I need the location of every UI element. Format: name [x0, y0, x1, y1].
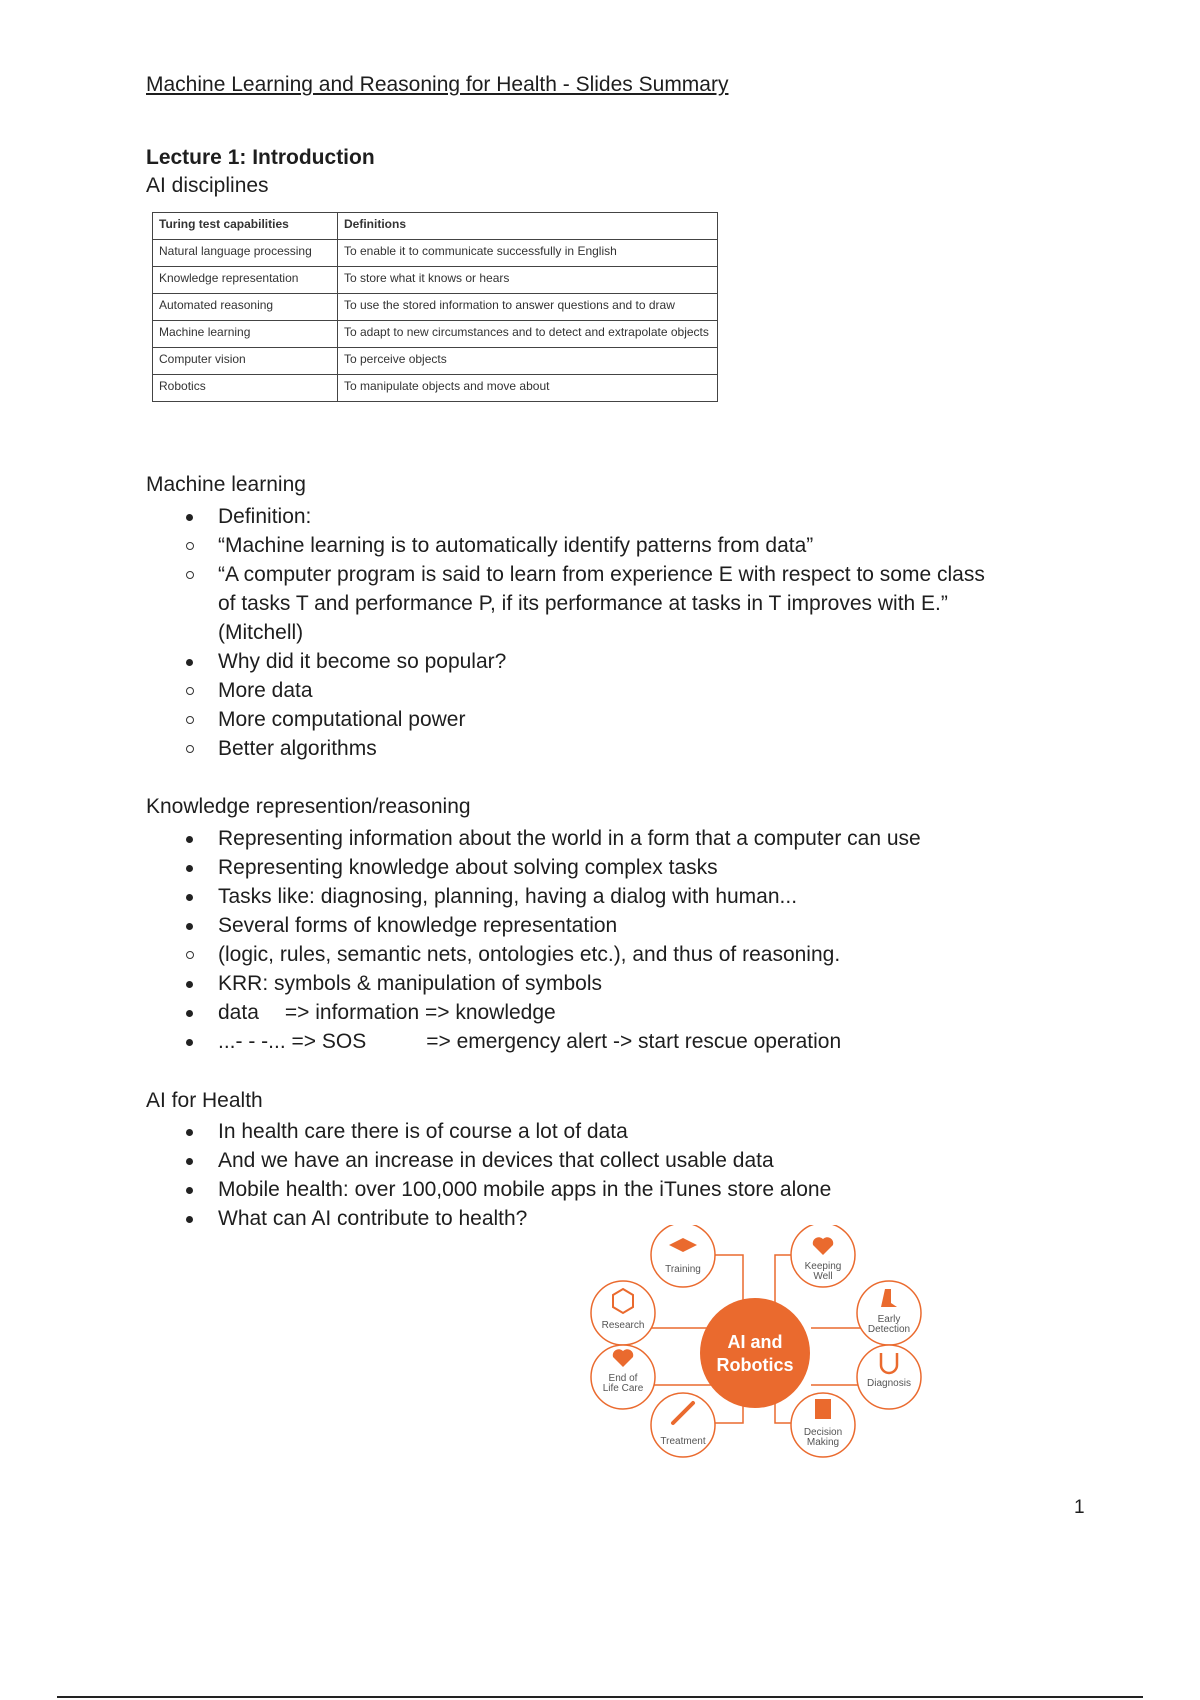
node-label: Life Care	[602, 1383, 644, 1394]
table-cell: Natural language processing	[153, 240, 338, 267]
list-item: Tasks like: diagnosing, planning, having a dialog with human...	[146, 882, 1008, 911]
ai-robotics-diagram	[585, 1225, 935, 1465]
health-heading: AI for Health	[146, 1089, 263, 1112]
ml-definition-label: Definition:	[218, 505, 312, 528]
center-label-line2: Robotics	[716, 1355, 794, 1375]
table-cell: To adapt to new circumstances and to detect and extrapolate objects	[338, 321, 718, 348]
ml-reasons	[146, 676, 1008, 763]
node-early-detection	[857, 1281, 921, 1345]
node-label: Decision	[803, 1427, 843, 1438]
node-label: Well	[813, 1271, 833, 1282]
list-item	[146, 998, 1008, 1027]
table-header: Definitions	[338, 213, 718, 240]
clipboard-icon	[815, 1399, 831, 1419]
list-item: Better algorithms	[146, 734, 1008, 763]
page-number: 1	[1074, 1497, 1085, 1518]
node-treatment	[651, 1393, 715, 1457]
table-cell: Machine learning	[153, 321, 338, 348]
table-row	[153, 375, 718, 402]
table-cell: To use the stored information to answer questions and to draw	[338, 294, 718, 321]
list-item	[146, 1027, 1008, 1056]
ml-popular-label: Why did it become so popular?	[218, 650, 507, 673]
list-item: More computational power	[146, 705, 1008, 734]
krr-sos-chain: => emergency alert -> start rescue operation	[426, 1030, 842, 1053]
list-item: “Machine learning is to automatically identify patterns from data”	[146, 531, 1008, 560]
table-cell: Automated reasoning	[153, 294, 338, 321]
krr-forms-text: Several forms of knowledge representation	[218, 914, 618, 937]
node-diagnosis	[857, 1345, 921, 1409]
table-cell: To perceive objects	[338, 348, 718, 375]
page-bottom-divider	[57, 1696, 1143, 1698]
table-cell: To enable it to communicate successfully in English	[338, 240, 718, 267]
center-circle	[700, 1298, 810, 1408]
table-cell: Robotics	[153, 375, 338, 402]
list-item: Mobile health: over 100,000 mobile apps in the iTunes store alone	[146, 1175, 831, 1204]
list-item	[146, 911, 1008, 969]
node-decision-making	[791, 1393, 855, 1457]
node-label: Making	[806, 1437, 840, 1448]
table-row	[153, 348, 718, 375]
health-list	[146, 1117, 831, 1233]
table-row	[153, 267, 718, 294]
node-label: Diagnosis	[867, 1378, 911, 1389]
node-label: Early	[877, 1314, 901, 1325]
krr-heading: Knowledge represention/reasoning	[146, 795, 471, 818]
node-keeping-well	[791, 1225, 855, 1287]
table-cell: To manipulate objects and move about	[338, 375, 718, 402]
ai-disciplines-heading: AI disciplines	[146, 174, 269, 197]
node-research	[591, 1281, 655, 1345]
list-item: Representing information about the world in a form that a computer can use	[146, 824, 1008, 853]
node-training	[651, 1225, 715, 1287]
table-cell: Computer vision	[153, 348, 338, 375]
table-cell: Knowledge representation	[153, 267, 338, 294]
krr-sos-text: ...- - -... => SOS	[218, 1030, 367, 1053]
ml-definitions	[146, 531, 1008, 647]
table-row	[153, 240, 718, 267]
list-item: Representing knowledge about solving complex tasks	[146, 853, 1008, 882]
list-item: (logic, rules, semantic nets, ontologies etc.), and thus of reasoning.	[146, 940, 1008, 969]
ml-heading: Machine learning	[146, 473, 306, 496]
ai-disciplines-table	[152, 212, 718, 402]
list-item	[146, 647, 1008, 763]
node-label: Treatment	[660, 1436, 706, 1447]
krr-data-text: data	[218, 1001, 259, 1024]
list-item: KRR: symbols & manipulation of symbols	[146, 969, 1008, 998]
table-row	[153, 294, 718, 321]
document-title: Machine Learning and Reasoning for Health - Slides Summary	[146, 73, 729, 96]
list-item: What can AI contribute to health?	[146, 1204, 831, 1233]
node-end-of-life-care	[591, 1345, 655, 1409]
list-item: “A computer program is said to learn from experience E with respect to some class of tasks T and performance P, if its performance at tasks in T improves with E.” (Mitchell)	[146, 560, 1008, 647]
lecture-heading: Lecture 1: Introduction	[146, 146, 375, 169]
table-header-row	[153, 213, 718, 240]
list-item: More data	[146, 676, 1008, 705]
node-label: Keeping	[804, 1261, 842, 1272]
list-item: And we have an increase in devices that collect usable data	[146, 1146, 831, 1175]
list-item	[146, 502, 1008, 647]
table-header: Turing test capabilities	[153, 213, 338, 240]
krr-forms-sublist	[146, 940, 1008, 969]
ml-list	[146, 502, 1008, 763]
node-label: Research	[601, 1320, 645, 1331]
node-label: End of	[608, 1373, 638, 1384]
table-cell: To store what it knows or hears	[338, 267, 718, 294]
krr-list	[146, 824, 1008, 1056]
node-label: Detection	[867, 1324, 911, 1335]
center-label-line1: AI and	[727, 1332, 783, 1352]
krr-data-chain: => information => knowledge	[284, 1001, 556, 1024]
list-item: In health care there is of course a lot of data	[146, 1117, 831, 1146]
table-row	[153, 321, 718, 348]
node-label: Training	[665, 1264, 701, 1275]
